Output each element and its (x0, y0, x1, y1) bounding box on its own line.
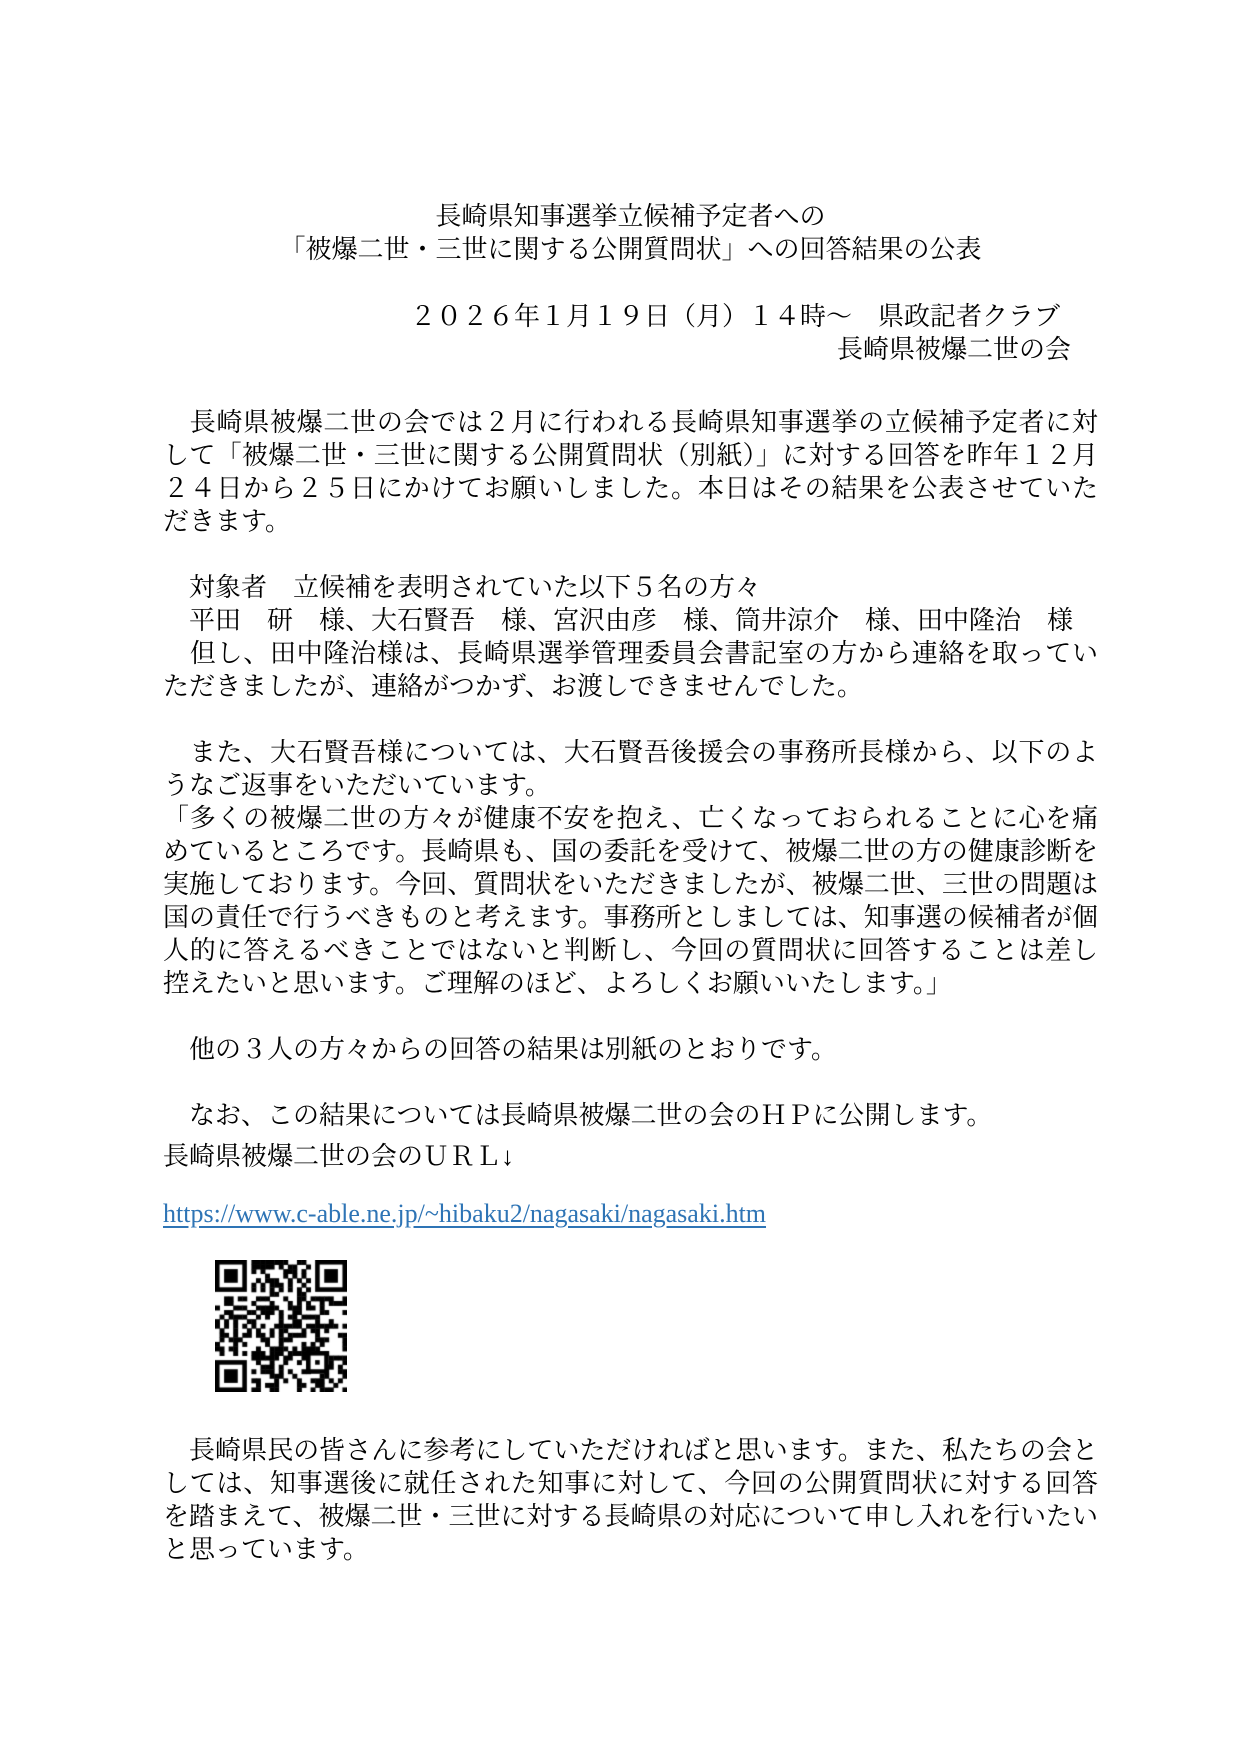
subjects-heading: 対象者 立候補を表明されていた以下５名の方々 (163, 573, 762, 602)
press-meta (163, 300, 1098, 366)
document-title-line-2: 「被爆二世・三世に関する公開質問状」への回答結果の公表 (279, 235, 982, 264)
paragraph-hp-publication: なお、この結果については長崎県被爆二世の会のＨＰに公開します。 (163, 1101, 993, 1130)
paragraph-intro: 長崎県被爆二世の会では２月に行われる長崎県知事選挙の立候補予定者に対して「被爆二世・三世に関する公開質問状（別紙）」に対する回答を昨年１２月２４日から２５日にかけてお願いしました。本日はその結果を公表させていただきます。 (163, 408, 1098, 536)
qr-code (215, 1260, 347, 1392)
organization-name: 長崎県被爆二世の会 (836, 335, 1071, 364)
paragraph-other-three: 他の３人の方々からの回答の結果は別紙のとおりです。 (163, 1035, 837, 1064)
document-body (163, 200, 1098, 1566)
url-caption: 長崎県被爆二世の会のＵＲＬ↓ (163, 1142, 515, 1171)
paragraph-oishi-reply-intro: また、大石賢吾様については、大石賢吾後援会の事務所長様から、以下のようなご返事をいただいています。 (163, 738, 1098, 800)
document-title-line-1: 長崎県知事選挙立候補予定者への (435, 202, 826, 231)
url-line (163, 1197, 1098, 1230)
document-title (163, 200, 1098, 266)
paragraph-oishi-office-quote: 「多くの被爆二世の方々が健康不安を抱え、亡くなっておられることに心を痛めているところです。長崎県も、国の委託を受けて、被爆二世の方の健康診断を実施しております。今回、質問状をいただきましたが、被爆二世、三世の問題は国の責任で行うべきものと考えます。事務所としましては、知事選の候補者が個人的に答えるべきことではないと判断し、今回の質問状に回答することは差し控えたいと思います。ご理解のほど、よろしくお願いいたします。」 (163, 804, 1098, 998)
paragraph-closing: 長崎県民の皆さんに参考にしていただければと思います。また、私たちの会としては、知事選後に就任された知事に対して、今回の公開質問状に対する回答を踏まえて、被爆二世・三世に対する長崎県の対応について申し入れを行いたいと思っています。 (163, 1436, 1098, 1564)
press-datetime-location: ２０２６年１月１９日（月）１４時～ 県政記者クラブ (409, 302, 1060, 331)
subjects-names: 平田 研 様、大石賢吾 様、宮沢由彦 様、筒井涼介 様、田中隆治 様 (163, 606, 1074, 635)
subjects-note: 但し、田中隆治様は、長崎県選挙管理委員会書記室の方から連絡を取っていただきましたが、連絡がつかず、お渡しできませんでした。 (163, 639, 1098, 701)
hibaku2-url-link[interactable]: https://www.c-able.ne.jp/~hibaku2/nagasaki/nagasaki.htm (163, 1199, 767, 1228)
